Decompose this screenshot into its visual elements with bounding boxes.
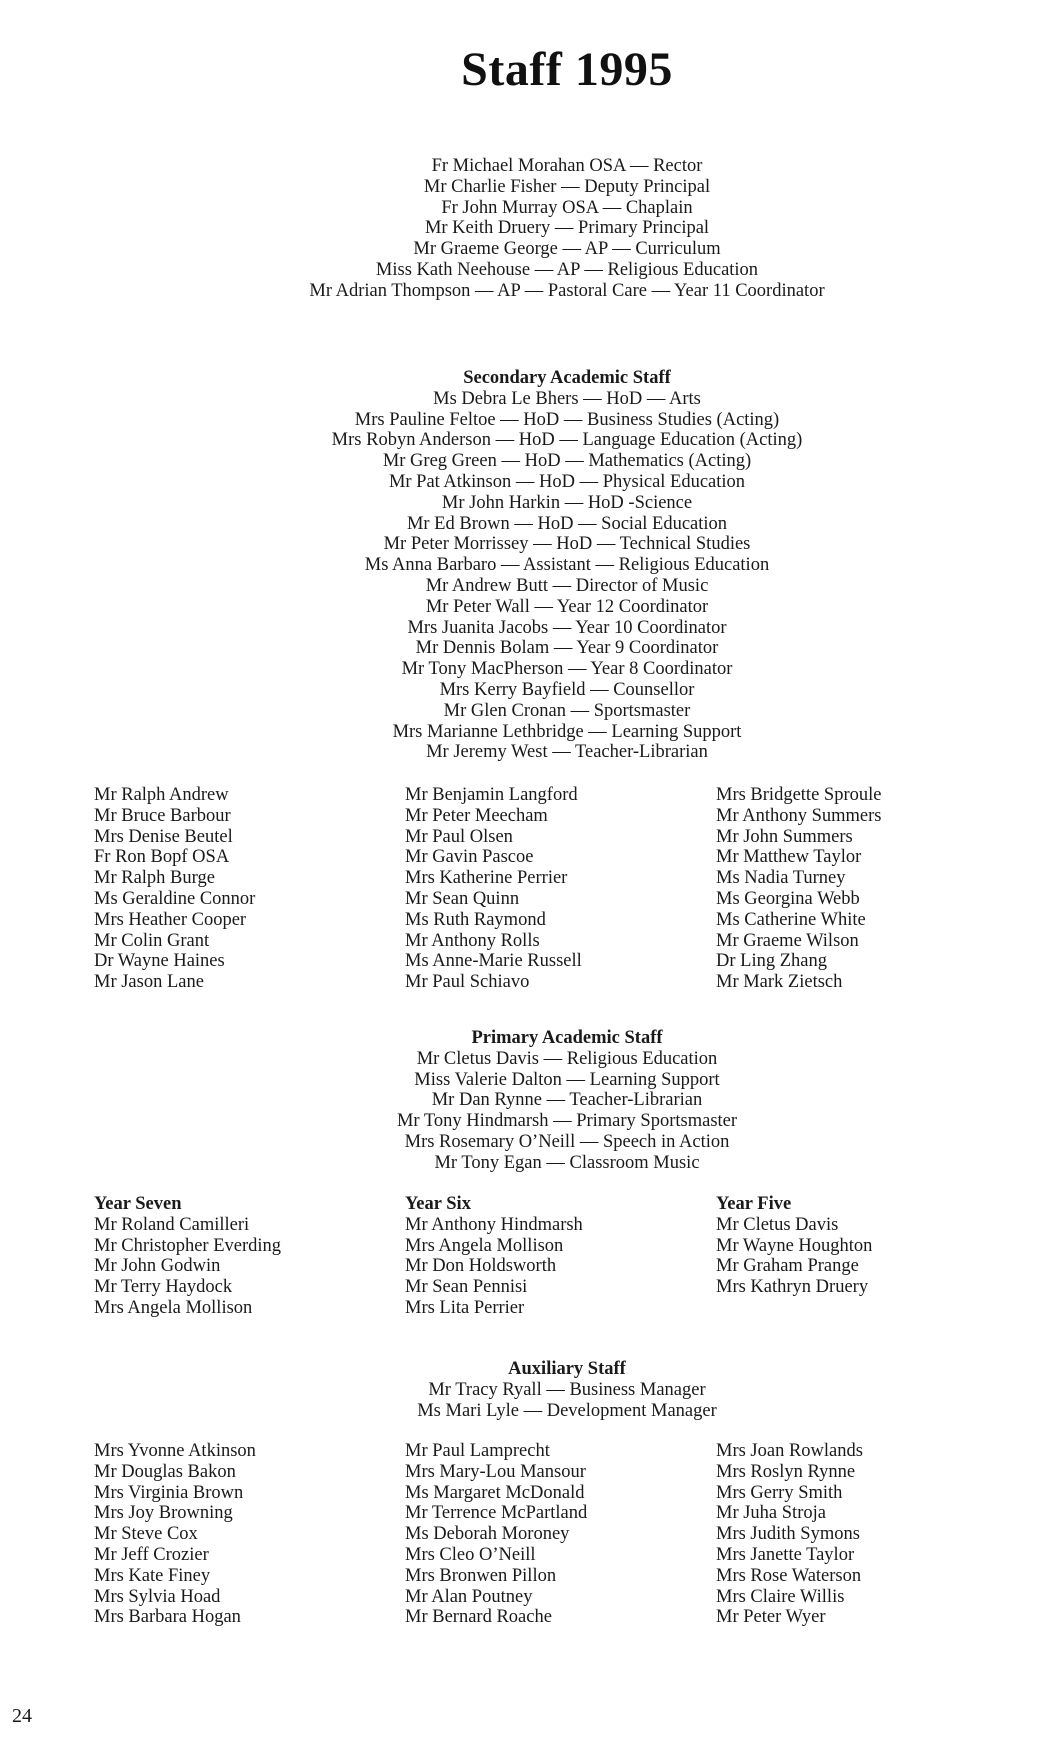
staff-role-line: Ms Anna Barbaro — Assistant — Religious Education (364, 555, 770, 576)
staff-name: Dr Wayne Haines (94, 951, 225, 972)
staff-name: Ms Nadia Turney (716, 868, 846, 889)
staff-name: Mrs Cleo O’Neill (405, 1544, 536, 1565)
staff-name: Mr Paul Lamprecht (405, 1441, 550, 1461)
staff-name: Mr Bernard Roache (405, 1607, 552, 1628)
staff-role-line: Mr Dan Rynne — Teacher-Librarian (431, 1090, 703, 1111)
staff-name: Mrs Lita Perrier (405, 1297, 525, 1318)
staff-name: Mrs Angela Mollison (94, 1297, 253, 1318)
staff-name: Mr Peter Meecham (405, 805, 548, 826)
staff-role-line: Mrs Kerry Bayfield — Counsellor (439, 679, 695, 700)
staff-role-line: Mrs Rosemary O’Neill — Speech in Action (404, 1131, 730, 1152)
staff-name: Mrs Katherine Perrier (405, 868, 568, 889)
year-six-column (405, 1194, 583, 1319)
section-heading: Auxiliary Staff (508, 1359, 626, 1379)
staff-role-line: Mr Andrew Butt — Director of Music (425, 575, 709, 596)
staff-name: Mr John Godwin (94, 1256, 221, 1277)
section-heading: Primary Academic Staff (471, 1028, 663, 1048)
staff-name: Mr Sean Quinn (405, 888, 520, 909)
staff-role-line: Mr Pat Atkinson — HoD — Physical Education (388, 471, 746, 492)
staff-name: Mr Christopher Everding (94, 1235, 282, 1256)
staff-role-line: Mr Tony MacPherson — Year 8 Coordinator (401, 659, 733, 680)
staff-column-1 (94, 785, 255, 993)
staff-name: Mrs Kate Finey (94, 1565, 211, 1586)
staff-name: Mrs Barbara Hogan (94, 1607, 241, 1628)
leadership-line: Mr Graeme George — AP — Curriculum (413, 239, 721, 260)
staff-name: Mrs Gerry Smith (716, 1482, 843, 1503)
staff-name: Mr Peter Wyer (716, 1607, 826, 1628)
leadership-line: Mr Charlie Fisher — Deputy Principal (423, 176, 711, 197)
staff-column-2 (405, 785, 582, 993)
staff-name: Mrs Rose Waterson (716, 1565, 862, 1586)
staff-name: Mr Jeff Crozier (94, 1544, 209, 1565)
staff-name: Mr Terrence McPartland (405, 1503, 588, 1524)
staff-name: Mr Graeme Wilson (716, 930, 859, 951)
secondary-staff-section (0, 368, 1063, 763)
staff-name: Ms Ruth Raymond (405, 909, 546, 930)
staff-role-line: Miss Valerie Dalton — Learning Support (414, 1069, 720, 1090)
leadership-line: Fr John Murray OSA — Chaplain (441, 197, 693, 218)
staff-role-line: Mr Glen Cronan — Sportsmaster (443, 700, 691, 721)
staff-name: Mrs Joy Browning (94, 1503, 233, 1524)
staff-name: Mrs Heather Cooper (94, 909, 247, 930)
staff-role-line: Mrs Pauline Feltoe — HoD — Business Studies (Acting) (354, 409, 780, 430)
staff-name: Mr Don Holdsworth (405, 1256, 557, 1277)
staff-role-line: Mrs Marianne Lethbridge — Learning Support (392, 721, 742, 742)
staff-name: Ms Geraldine Connor (94, 888, 256, 909)
staff-name: Mr Paul Schiavo (405, 972, 530, 993)
staff-role-line: Mr John Harkin — HoD -Science (441, 492, 693, 513)
staff-name: Mr Anthony Hindmarsh (405, 1214, 583, 1235)
staff-name: Mrs Mary-Lou Mansour (405, 1461, 586, 1482)
staff-role-line: Mr Ed Brown — HoD — Social Education (406, 513, 728, 534)
staff-column-3 (716, 785, 881, 993)
staff-name: Mrs Virginia Brown (94, 1482, 244, 1503)
staff-name: Dr Ling Zhang (716, 951, 827, 972)
staff-name: Mr Graham Prange (716, 1256, 859, 1277)
leadership-line: Mr Keith Druery — Primary Principal (424, 218, 710, 239)
year-five-column (716, 1194, 872, 1298)
staff-name: Mrs Bronwen Pillon (405, 1565, 557, 1586)
year-heading: Year Six (405, 1194, 471, 1214)
staff-name: Fr Ron Bopf OSA (94, 847, 230, 868)
staff-name: Mr Matthew Taylor (716, 847, 862, 868)
staff-role-line: Mr Tracy Ryall — Business Manager (428, 1379, 706, 1400)
staff-role-line: Mr Greg Green — HoD — Mathematics (Acting) (382, 451, 752, 472)
leadership-line: Miss Kath Neehouse — AP — Religious Education (375, 259, 759, 280)
staff-role-line: Mrs Juanita Jacobs — Year 10 Coordinator (407, 617, 727, 638)
auxiliary-staff-section (0, 1359, 1063, 1421)
staff-name: Mr John Summers (716, 826, 853, 847)
staff-role-line: Mr Tony Hindmarsh — Primary Sportsmaster (396, 1111, 738, 1132)
year-heading: Year Five (716, 1194, 792, 1214)
staff-name: Mrs Yvonne Atkinson (94, 1441, 256, 1461)
staff-column-1 (94, 1441, 256, 1628)
leadership-list (0, 156, 1063, 302)
staff-role-line: Mr Jeremy West — Teacher-Librarian (426, 742, 708, 763)
staff-name: Ms Anne-Marie Russell (405, 951, 582, 972)
staff-role-line: Mr Cletus Davis — Religious Education (416, 1048, 718, 1069)
staff-name: Mr Terry Haydock (94, 1277, 233, 1298)
staff-role-line: Mr Peter Morrissey — HoD — Technical Studies (383, 534, 751, 555)
staff-name: Mr Ralph Andrew (94, 785, 229, 805)
staff-column-3 (716, 1441, 863, 1628)
staff-name: Mr Jason Lane (94, 972, 204, 993)
staff-name: Mrs Bridgette Sproule (716, 785, 882, 805)
staff-name: Mr Alan Poutney (405, 1586, 533, 1607)
staff-name: Mr Sean Pennisi (405, 1277, 528, 1298)
staff-name: Mr Paul Olsen (405, 826, 513, 847)
staff-name: Mr Wayne Houghton (716, 1235, 873, 1256)
leadership-line: Fr Michael Morahan OSA — Rector (431, 156, 703, 176)
staff-role-line: Ms Debra Le Bhers — HoD — Arts (433, 388, 701, 409)
staff-name: Mrs Sylvia Hoad (94, 1586, 221, 1607)
section-heading: Secondary Academic Staff (463, 368, 671, 388)
staff-role-line: Mr Dennis Bolam — Year 9 Coordinator (415, 638, 719, 659)
staff-name: Ms Catherine White (716, 909, 866, 930)
staff-name: Ms Georgina Webb (716, 888, 860, 909)
staff-name: Mr Benjamin Langford (405, 785, 578, 805)
staff-name: Mrs Roslyn Rynne (716, 1461, 856, 1482)
year-seven-column (94, 1194, 281, 1319)
staff-name: Mrs Joan Rowlands (716, 1441, 863, 1461)
staff-name: Mr Colin Grant (94, 930, 210, 951)
staff-name: Mr Cletus Davis (716, 1214, 839, 1235)
staff-name: Mr Gavin Pascoe (405, 847, 534, 868)
staff-name: Mrs Denise Beutel (94, 826, 233, 847)
primary-staff-section (0, 1028, 1063, 1174)
staff-name: Mrs Judith Symons (716, 1524, 860, 1545)
staff-role-line: Ms Mari Lyle — Development Manager (417, 1400, 717, 1421)
staff-name: Mrs Angela Mollison (405, 1235, 564, 1256)
staff-column-2 (405, 1441, 587, 1628)
staff-name: Mr Juha Stroja (716, 1503, 826, 1524)
staff-name: Ms Deborah Moroney (405, 1524, 570, 1545)
staff-name: Mrs Janette Taylor (716, 1544, 855, 1565)
leadership-line: Mr Adrian Thompson — AP — Pastoral Care — Year 11 Coordinator (309, 280, 825, 301)
staff-name: Mr Steve Cox (94, 1524, 198, 1545)
staff-name: Mrs Kathryn Druery (716, 1277, 869, 1298)
staff-name: Mr Douglas Bakon (94, 1461, 236, 1482)
page-number: 24 (12, 1705, 32, 1727)
staff-role-line: Mr Tony Egan — Classroom Music (434, 1152, 700, 1173)
page-title: Staff 1995 (461, 43, 673, 96)
staff-name: Mr Anthony Rolls (405, 930, 540, 951)
staff-role-line: Mr Peter Wall — Year 12 Coordinator (425, 596, 709, 617)
year-heading: Year Seven (94, 1194, 182, 1214)
staff-name: Mr Roland Camilleri (94, 1214, 250, 1235)
staff-name: Mr Anthony Summers (716, 805, 882, 826)
staff-name: Mr Mark Zietsch (716, 972, 843, 993)
staff-name: Mrs Claire Willis (716, 1586, 845, 1607)
staff-name: Mr Bruce Barbour (94, 805, 231, 826)
staff-name: Ms Margaret McDonald (405, 1482, 585, 1503)
staff-name: Mr Ralph Burge (94, 868, 215, 889)
staff-role-line: Mrs Robyn Anderson — HoD — Language Education (Acting) (331, 430, 803, 451)
